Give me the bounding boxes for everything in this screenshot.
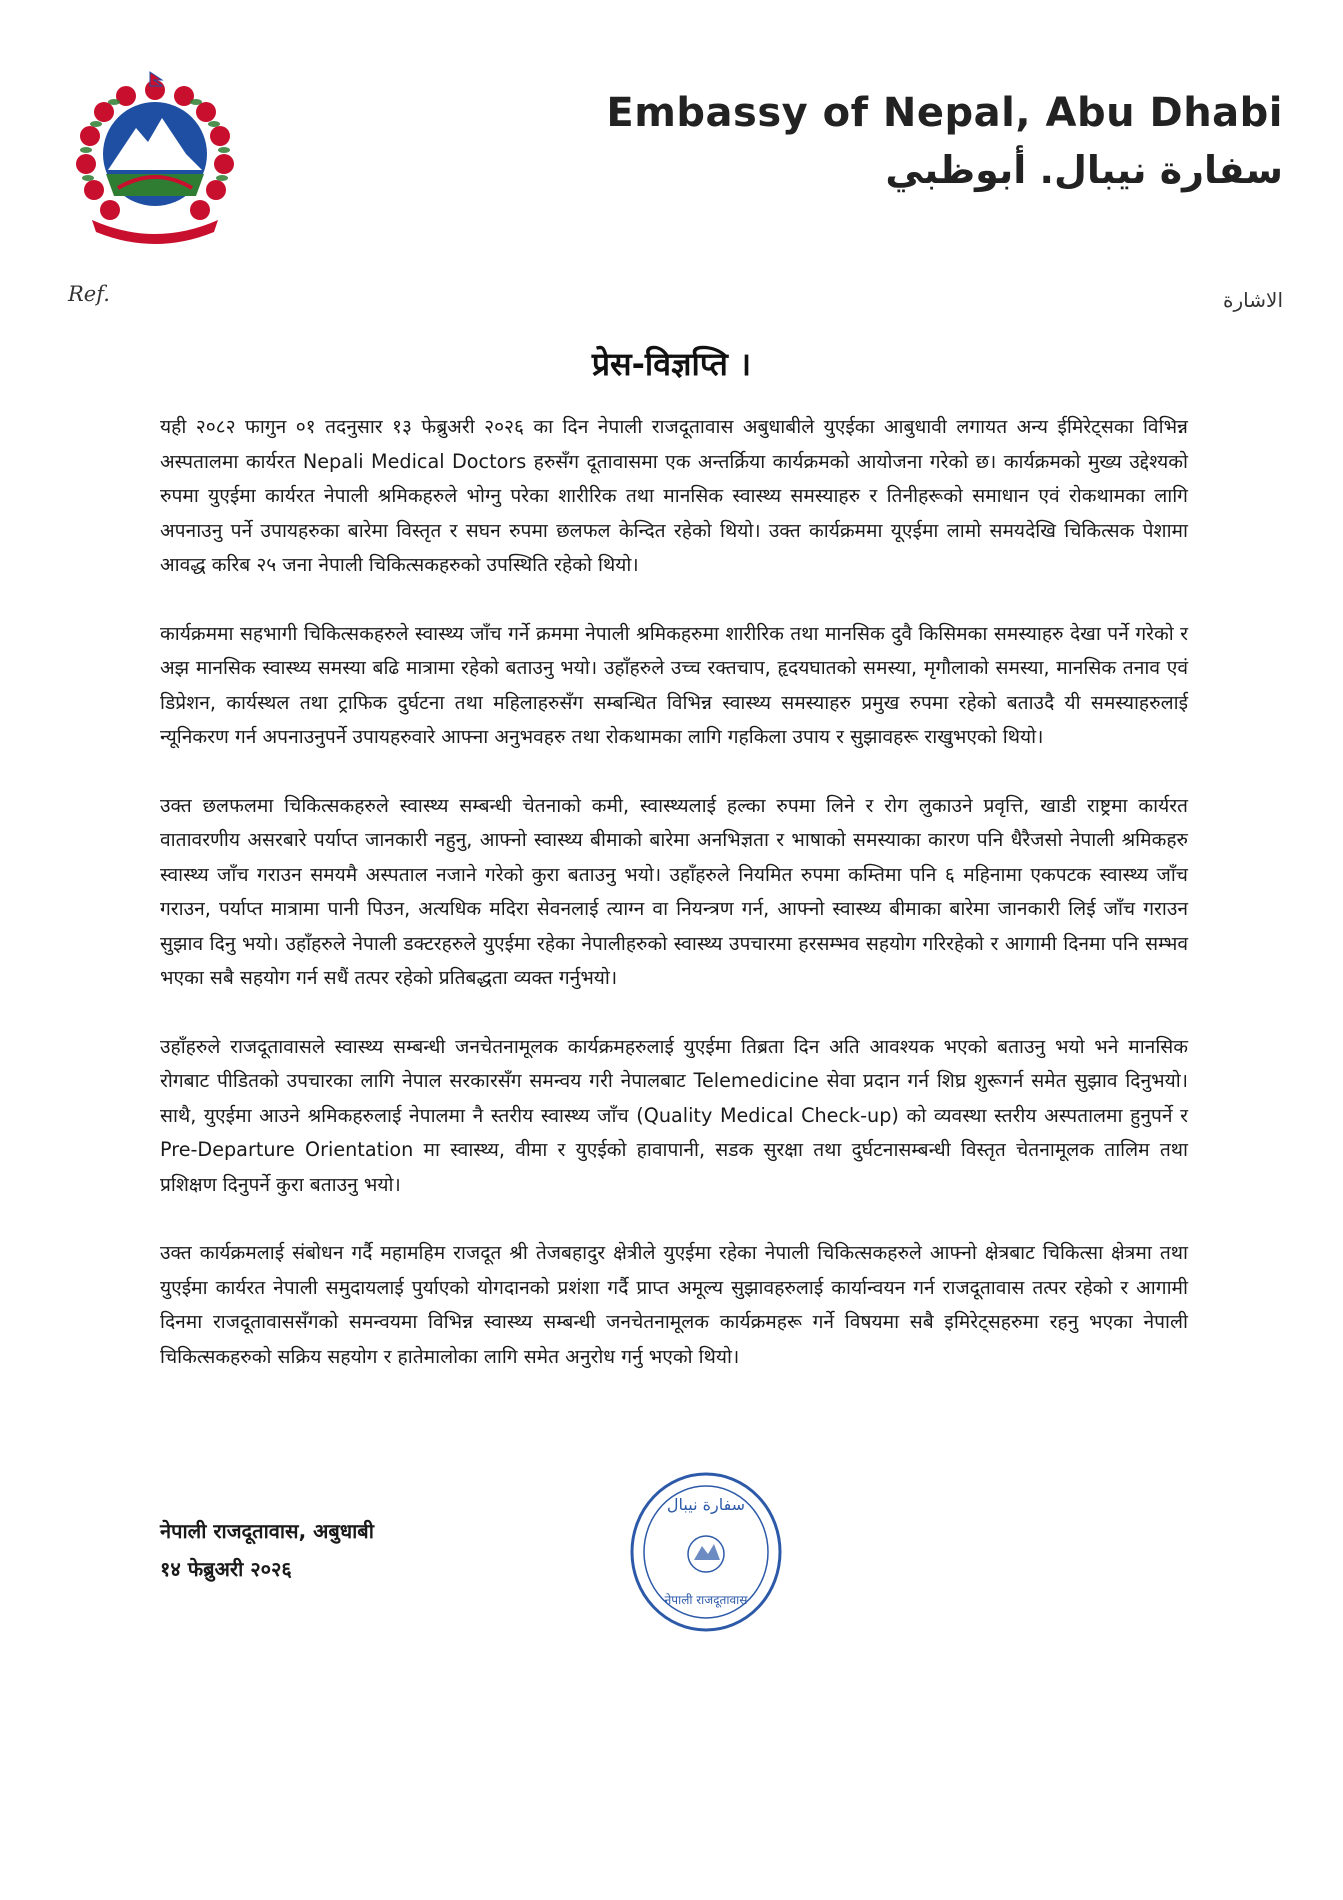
- signature-block: [160, 1512, 374, 1588]
- paragraph-2: कार्यक्रममा सहभागी चिकित्सकहरुले स्वास्थ्य जाँच गर्ने क्रममा नेपाली श्रमिकहरुमा शारीरिक तथा मानसिक दुवै किसिमका समस्याहरु देखा पर्ने गरेको र अझ मानसिक स्वास्थ्य समस्या बढि मात्रामा रहेको बताउनु भयो। उहाँहरुले उच्च रक्तचाप, हृदयघातको समस्या, मृगौलाको समस्या, मानसिक तनाव एवं डिप्रेशन, कार्यस्थल तथा ट्राफिक दुर्घटना तथा महिलाहरुसँग सम्बन्धित विभिन्न स्वास्थ्य समस्याहरु प्रमुख रुपमा रहेको बताउदै यी समस्याहरुलाई न्यूनिकरण गर्न अपनाउनुपर्ने उपायहरुवारे आफ्ना अनुभवहरु तथा रोकथामका लागि गहकिला उपाय र सुझावहरू राखुभएको थियो।: [160, 621, 1188, 748]
- embassy-name-arabic: سفارة نيبال. أبوظبي: [885, 148, 1283, 192]
- page-title: प्रेस-विज्ञप्ति ।: [591, 345, 752, 383]
- paragraph-5: उक्त कार्यक्रमलाई संबोधन गर्दै महामहिम राजदूत श्री तेजबहादुर क्षेत्रीले युएईमा रहेका नेपाली चिकित्सकहरुले आफ्नो क्षेत्रबाट चिकित्सा क्षेत्रमा तथा युएईमा कार्यरत नेपाली समुदायलाई पुर्याएको योगदानको प्रशंशा गर्दै प्राप्त अमूल्य सुझावहरुलाई कार्यान्वयन गर्न राजदूतावास तत्पर रहेको र आगामी दिनमा राजदूतावाससँगको समन्वयमा विभिन्न स्वास्थ्य सम्बन्धी जनचेतनामूलक कार्यक्रमहरू गर्ने विषयमा सबै इमिरेट्सहरुमा रहनु भएका नेपाली चिकित्सकहरुको सक्रिय सहयोग र हातेमालोका लागि समेत अनुरोध गर्नु भएको थियो।: [160, 1241, 1188, 1368]
- paragraph-3: उक्त छलफलमा चिकित्सकहरुले स्वास्थ्य सम्बन्धी चेतनाको कमी, स्वास्थ्यलाई हल्का रुपमा लिने र रोग लुकाउने प्रवृत्ति, खाडी राष्ट्रमा कार्यरत वातावरणीय असरबारे पर्याप्त जानकारी नहुनु, आफ्नो स्वास्थ्य बीमाको बारेमा अनभिज्ञता र भाषाको समस्याका कारण पनि धैरैजसो नेपाली श्रमिकहरु स्वास्थ्य जाँच गराउन समयमै अस्पताल नजाने गरेको कुरा बताउनु भयो। उहाँहरुले नियमित रुपमा कम्तिमा पनि ६ महिनामा एकपटक स्वास्थ्य जाँच गराउन, पर्याप्त मात्रामा पानी पिउन, अत्यधिक मदिरा सेवनलाई त्याग्न वा नियन्त्रण गर्न, आफ्नो स्वास्थ्य बीमाका बारेमा जानकारी लिई जाँच गराउन सुझाव दिनु भयो। उहाँहरुले नेपाली डक्टरहरुले युएईमा रहेका नेपालीहरुको स्वास्थ्य उपचारमा हरसम्भव सहयोग गरिरहेको र आगामी दिनमा पनि सम्भव भएका सबै सहयोग गर्न सधैं तत्पर रहेको प्रतिबद्धता व्यक्त गर्नुभयो।: [160, 793, 1188, 989]
- ref-label-arabic: الاشارة: [1223, 288, 1283, 312]
- paragraph-1: यही २०८२ फागुन ०१ तदनुसार १३ फेब्रुअरी २०२६ का दिन नेपाली राजदूतावास अबुधाबीले युएईका आबुधावी लगायत अन्य ईमिरेट्सका विभिन्न अस्पतालमा कार्यरत Nepali Medical Doctors हरुसँग दूतावासमा एक अन्तर्क्रिया कार्यक्रमको आयोजना गरेको छ। कार्यक्रमको मुख्य उद्देश्यको रुपमा युएईमा कार्यरत नेपाली श्रमिकहरुले भोग्नु परेका शारीरिक तथा मानसिक स्वास्थ्य समस्याहरु र तिनीहरूको समाधान एवं रोकथामका लागि अपनाउनु पर्ने उपायहरुका बारेमा विस्तृत र सघन रुपमा छलफल केन्दित रहेको थियो। उक्त कार्यक्रममा यूएईमा लामो समयदेखि चिकित्सक पेशामा आवद्ध करिब २५ जना नेपाली चिकित्सकहरुको उपस्थिति रहेको थियो।: [160, 415, 1188, 576]
- signature-org: नेपाली राजदूतावास, अबुधाबी: [160, 1519, 374, 1543]
- ref-label: Ref.: [68, 282, 110, 306]
- stamp-arabic-text: سفارة نيبال: [666, 1495, 746, 1514]
- official-stamp-icon: [628, 1470, 784, 1634]
- national-emblem-icon: [66, 70, 244, 248]
- press-release-body: [160, 410, 1188, 1408]
- paragraph-4: उहाँहरुले राजदूतावासले स्वास्थ्य सम्बन्धी जनचेतनामूलक कार्यक्रमहरुलाई युएईमा तिब्रता दिन अति आवश्यक भएको बताउनु भयो भने मानसिक रोगबाट पीडितको उपचारका लागि नेपाल सरकारसँग समन्वय गरी नेपालबाट Telemedicine सेवा प्रदान गर्न शिघ्र शुरूगर्न समेत सुझाव दिनुभयो। साथै, युएईमा आउने श्रमिकहरुलाई नेपालमा नै स्तरीय स्वास्थ्य जाँच (Quality Medical Check-up) को व्यवस्था स्तरीय अस्पतालमा हुनुपर्ने र Pre-Departure Orientation मा स्वास्थ्य, वीमा र युएईको हावापानी, सडक सुरक्षा तथा दुर्घटनासम्बन्धी विस्तृत चेतनामूलक तालिम तथा प्रशिक्षण दिनुपर्ने कुरा बताउनु भयो।: [160, 1034, 1188, 1196]
- embassy-name-english: Embassy of Nepal, Abu Dhabi: [606, 90, 1283, 136]
- stamp-nepali-text: नेपाली राजदूतावास: [664, 1593, 748, 1607]
- signature-date: १४ फेब्रुअरी २०२६: [160, 1557, 292, 1581]
